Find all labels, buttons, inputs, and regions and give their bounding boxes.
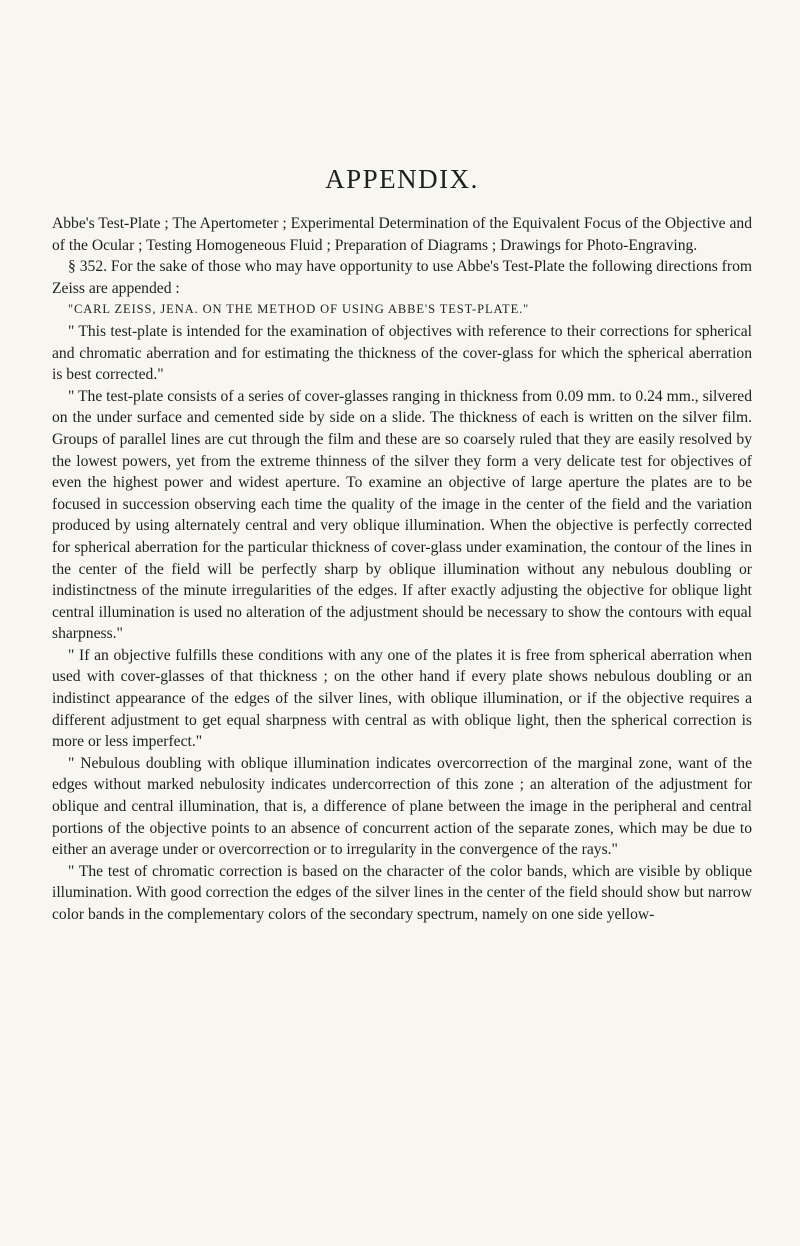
section-352-intro: § 352. For the sake of those who may have opportunity to use Abbe's Test-Plate the following directions from Zeiss are appended : — [52, 258, 752, 297]
page — [52, 150, 752, 926]
paragraph-purpose: " This test-plate is intended for the examination of objectives with reference to their corrections for spherical and chromatic aberration and for estimating the thickness of the cover-glass for which the spherical aberration is best corrected." — [52, 322, 752, 384]
paragraph-spherical-conditions: " If an objective fulfills these conditions with any one of the plates it is free from spherical aberration when used with cover-glasses of that thickness ; on the other hand if every plate shows nebulous doubling or an indistinct appearance of the edges of the silver lines, with oblique illumination, or if the objective requires a different adjustment to get equal sharpness with central as with oblique light, then the spherical correction is more or less imperfect." — [52, 646, 752, 751]
appendix-heading: APPENDIX. — [325, 164, 479, 194]
paragraph-chromatic-test: " The test of chromatic correction is based on the character of the color bands, which are visible by oblique illumination. With good correction the edges of the silver lines in the center of the field should show but narrow color bands in the complementary colors of the secondary spectrum, namely on one side yellow- — [52, 862, 752, 923]
appendix-summary: Abbe's Test-Plate ; The Apertometer ; Experimental Determination of the Equivalent Focus of the Objective and of the Ocular ; Testing Homogeneous Fluid ; Preparation of Diagrams ; Drawings for Photo-Engraving. — [52, 215, 752, 254]
zeiss-source-title: "CARL ZEISS, JENA. ON THE METHOD OF USING ABBE'S TEST-PLATE." — [68, 302, 530, 317]
paragraph-construction: " The test-plate consists of a series of cover-glasses ranging in thickness from 0.09 mm. to 0.24 mm., silvered on the under surface and cemented side by side on a slide. The thickness of each is written on the silver film. Groups of parallel lines are cut through the film and these are so coarsely ruled that they are easily resolved by the lowest powers, yet from the extreme thinness of the silver they form a very delicate test for objectives of even the highest power and widest aperture. To examine an objective of large aperture the plates are to be focused in succession observing each time the quality of the image in the center of the field and the variation produced by using alternately central and very oblique illumination. When the objective is perfectly corrected for spherical aberration for the particular thickness of cover-glass under examination, the contour of the lines in the center of the field will be perfectly sharp by oblique illumination without any nebulous doubling or indistinctness of the minute irregularities of the edges. If after exactly adjusting the objective for oblique light central illumination is used no alteration of the adjustment should be necessary to show the contours with equal sharpness." — [52, 387, 752, 643]
paragraph-nebulous-doubling: " Nebulous doubling with oblique illumination indicates overcorrection of the marginal zone, want of the edges without marked nebulosity indicates undercorrection of this zone ; an alteration of the adjustment for oblique and central illumination, that is, a difference of plane between the image in the peripheral and central portions of the objective points to an absence of concurrent action of the separate zones, which may be due to either an average under or overcorrection or to irregularity in the convergence of the rays." — [52, 754, 752, 859]
